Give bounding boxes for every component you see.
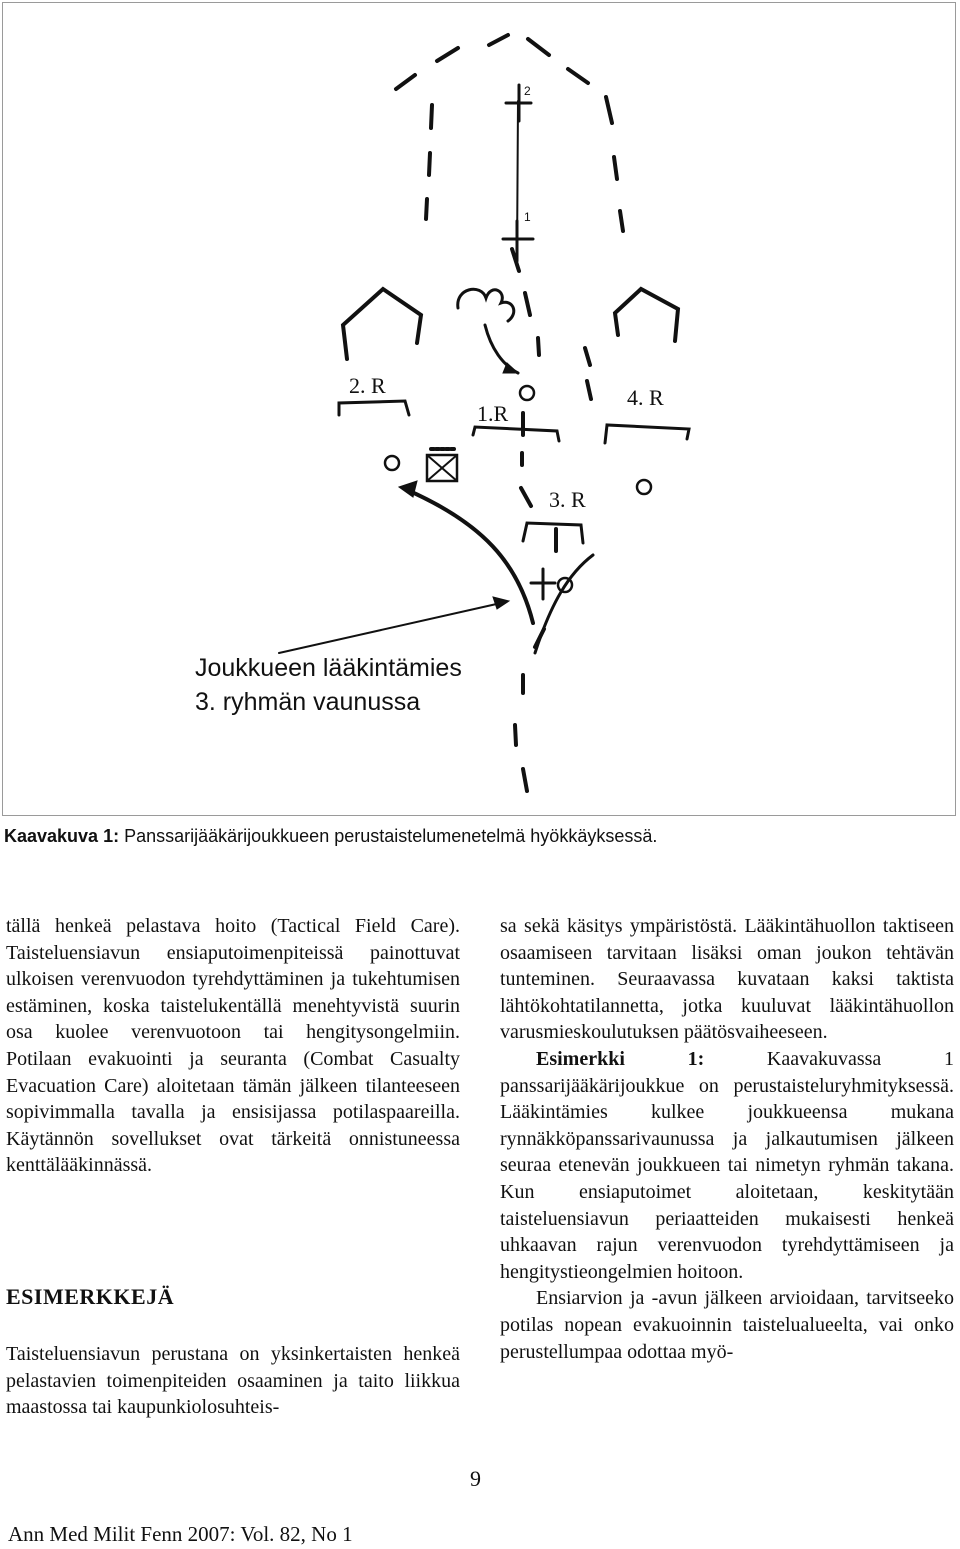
example-text: Kaavakuvassa 1 panssarijääkärijoukkue on perustaisteluryhmityksessä. Lääkintämies kulkee joukkueensa mukana rynnäkköpanssarivaunussa ja jalkautumisen jälkeen seuraa etenevän joukkueen tai nimetyn ryhmän takana. Kun ensiaputoimet aloitetaan, keskitytään taisteluensiavun periaatteiden mukaisesti henkeä uhkaavan rajun verenvuodon tyrehdyttämiseen ja hengitystieongelmien hoitoon. <box>500 1047 954 1283</box>
right-paragraph-3: Ensiarvion ja -avun jälkeen arvioidaan, tarvitseeko potilas nopean evakuoinnin taistelualueelta, vai onko perustellumpaa odottaa myö- <box>500 1287 954 1363</box>
label-1r: 1.R <box>477 401 509 426</box>
left-column-lower <box>6 1341 460 1421</box>
tactical-diagram-svg <box>3 3 955 815</box>
dashed-boundary-left <box>396 35 508 219</box>
figure-diagram <box>2 2 956 816</box>
callout-line-2: 3. ryhmän vaunussa <box>195 688 421 716</box>
label-num-2: 2 <box>524 84 531 98</box>
house-right-icon <box>615 289 678 341</box>
example-label: Esimerkki 1: <box>536 1047 705 1070</box>
right-paragraph-1: sa sekä käsitys ympäristöstä. Lääkintähuollon taktiseen osaamiseen tarvitaan lisäksi oman joukon tehtävän tunteminen. Seuraavassa kuvataan kaksi taktista lähtökohtatilannetta, jotka kuuluvat lääkintähuollon varusmieskoulutuksen päätösvaiheeseen. <box>500 915 954 1044</box>
label-3r: 3. R <box>549 487 586 512</box>
figure-callout <box>195 651 462 719</box>
dashed-center-path <box>512 249 591 791</box>
dashed-boundary-right <box>528 39 623 231</box>
figure-caption <box>4 826 657 847</box>
label-2r: 2. R <box>349 373 386 398</box>
section-heading: ESIMERKKEJÄ <box>6 1284 175 1309</box>
left-column <box>6 913 460 1179</box>
house-left-icon <box>343 289 421 359</box>
label-num-1: 1 <box>524 210 531 224</box>
page-number: 9 <box>470 1466 481 1491</box>
right-paragraph-2 <box>500 1046 954 1285</box>
journal-footer: Ann Med Milit Fenn 2007: Vol. 82, No 1 <box>8 1522 353 1546</box>
left-paragraph-2: Taisteluensiavun perustana on yksinkertaisten henkeä pelastavien toimenpiteiden osaaminen ja taito liikkua maastossa tai kaupunkiolosuhteis- <box>6 1343 460 1419</box>
caption-prefix: Kaavakuva 1: <box>4 826 120 846</box>
label-4r: 4. R <box>627 385 664 410</box>
caption-text: Panssarijääkärijoukkueen perustaistelumenetelmä hyökkäyksessä. <box>119 826 658 846</box>
callout-line-1: Joukkueen lääkintämies <box>195 654 462 682</box>
right-column <box>500 913 954 1365</box>
left-paragraph-1: tällä henkeä pelastava hoito (Tactical Field Care). Taisteluensiavun ensiaputoimenpiteissä painottuvat ulkoisen verenvuodon tyrehdyttäminen ja tukehtumisen estäminen, koska taistelukentällä menehtyvistä suurin osa kuolee verenvuotoon tai hengitysongelmiin. Potilaan evakuointi ja seuranta (Combat Casualty Evacuation Care) aloitetaan tämän jälkeen tilanteeseen sopivimmalla tavalla ja ensisijassa potilaspaareilla. Käytännön sovellukset ovat tärkeitä onnistuneessa kenttälääkinnässä. <box>6 915 460 1177</box>
